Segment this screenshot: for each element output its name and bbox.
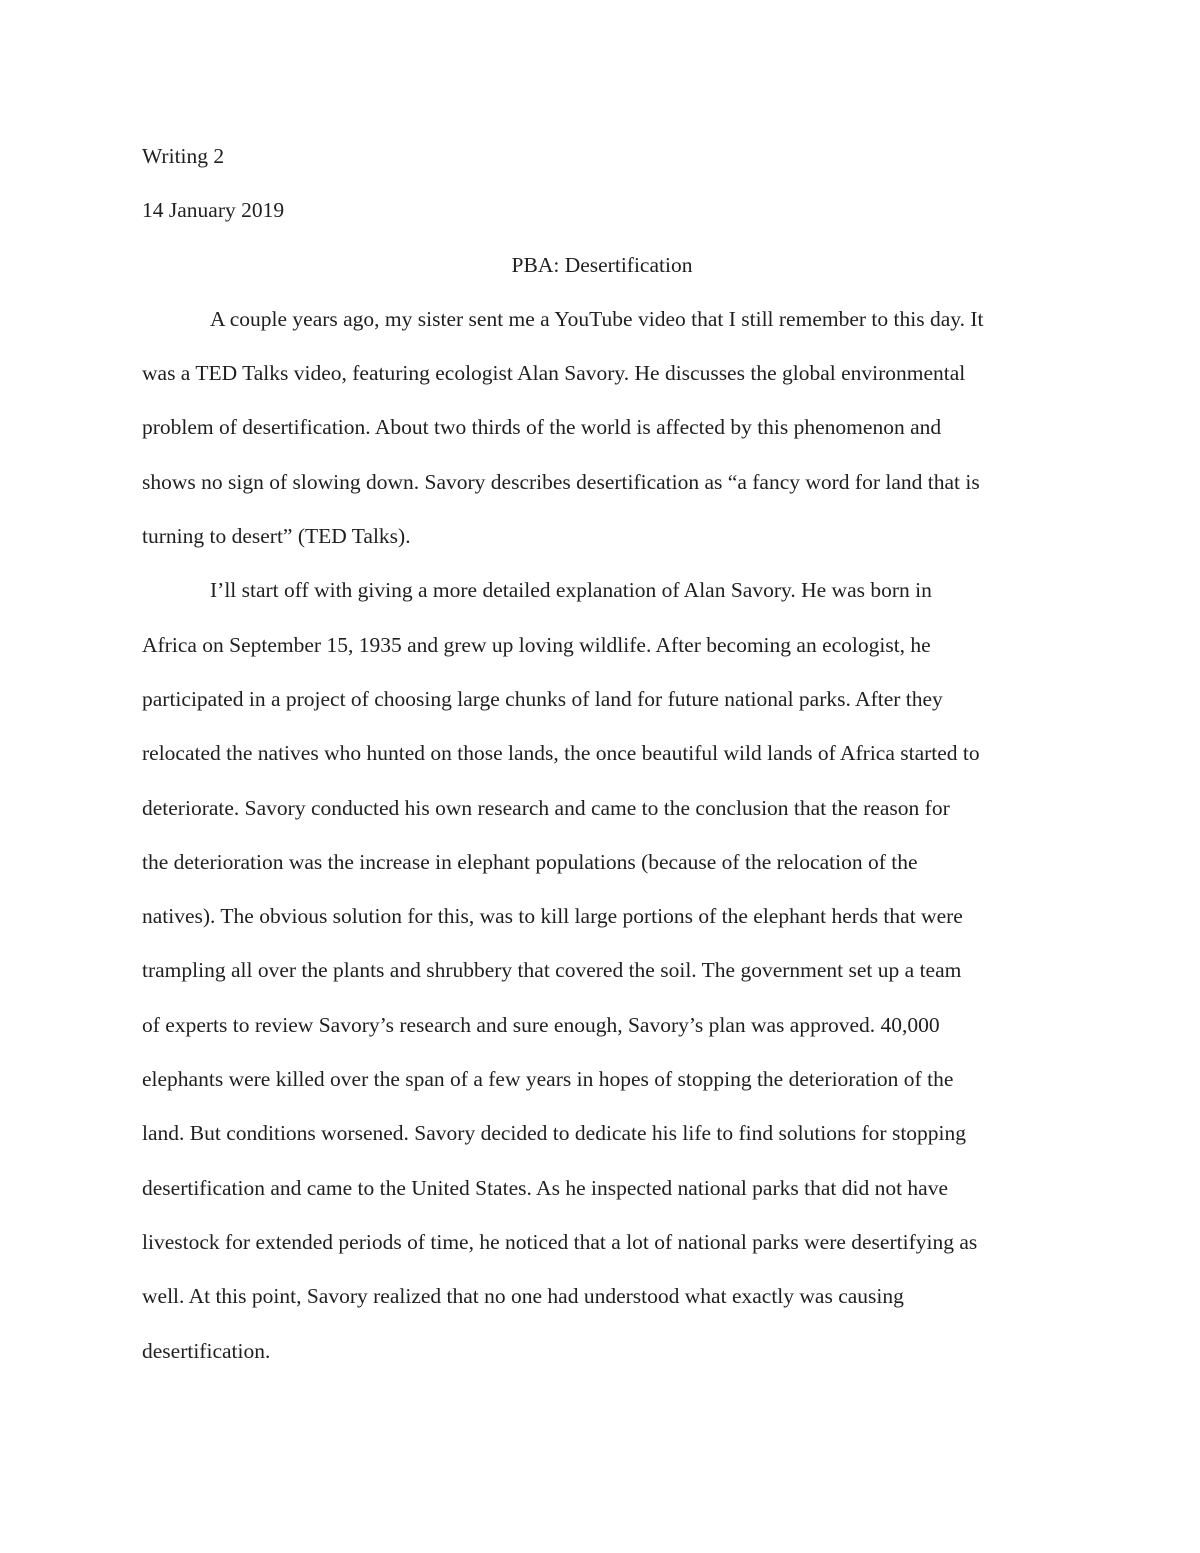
document-body <box>142 129 1062 1378</box>
paragraph-line: desertification. <box>142 1338 271 1363</box>
paragraph-line: land. But conditions worsened. Savory decided to dedicate his life to find solutions for stopping <box>142 1121 967 1146</box>
paragraph-line: elephants were killed over the span of a few years in hopes of stopping the deterioration of the <box>142 1067 954 1092</box>
paragraph-line: was a TED Talks video, featuring ecologist Alan Savory. He discusses the global environmental <box>142 361 966 386</box>
course-name: Writing 2 <box>142 144 225 168</box>
paragraph-line: livestock for extended periods of time, he noticed that a lot of national parks were desertifying as <box>142 1229 978 1254</box>
paragraph-line: the deterioration was the increase in elephant populations (because of the relocation of the <box>142 849 918 874</box>
paragraph-line: Africa on September 15, 1935 and grew up loving wildlife. After becoming an ecologist, he <box>142 632 931 657</box>
paragraph-line: of experts to review Savory’s research and sure enough, Savory’s plan was approved. 40,000 <box>142 1012 940 1037</box>
paragraph-line: turning to desert” (TED Talks). <box>142 524 411 549</box>
document-title: PBA: Desertification <box>511 252 693 277</box>
paragraph-line: I’ll start off with giving a more detailed explanation of Alan Savory. He was born in <box>210 578 932 603</box>
paragraph-line: deteriorate. Savory conducted his own research and came to the conclusion that the reason for <box>142 795 950 820</box>
document-date: 14 January 2019 <box>142 198 285 223</box>
paragraph-line: A couple years ago, my sister sent me a YouTube video that I still remember to this day. It <box>210 306 984 331</box>
paragraph-line: problem of desertification. About two thirds of the world is affected by this phenomenon and <box>142 415 942 440</box>
paragraph-line: relocated the natives who hunted on those lands, the once beautiful wild lands of Africa started to <box>142 741 980 766</box>
paragraph-2 <box>142 563 1062 1377</box>
paragraph-1 <box>142 292 1062 563</box>
paragraph-line: shows no sign of slowing down. Savory describes desertification as “a fancy word for land that is <box>142 469 980 494</box>
paragraph-line: natives). The obvious solution for this, was to kill large portions of the elephant herds that were <box>142 904 963 929</box>
paragraph-line: desertification and came to the United States. As he inspected national parks that did not have <box>142 1175 949 1200</box>
paragraph-line: participated in a project of choosing large chunks of land for future national parks. After they <box>142 686 943 711</box>
paragraph-line: well. At this point, Savory realized that no one had understood what exactly was causing <box>142 1284 904 1309</box>
paragraph-line: trampling all over the plants and shrubbery that covered the soil. The government set up a team <box>142 958 962 983</box>
